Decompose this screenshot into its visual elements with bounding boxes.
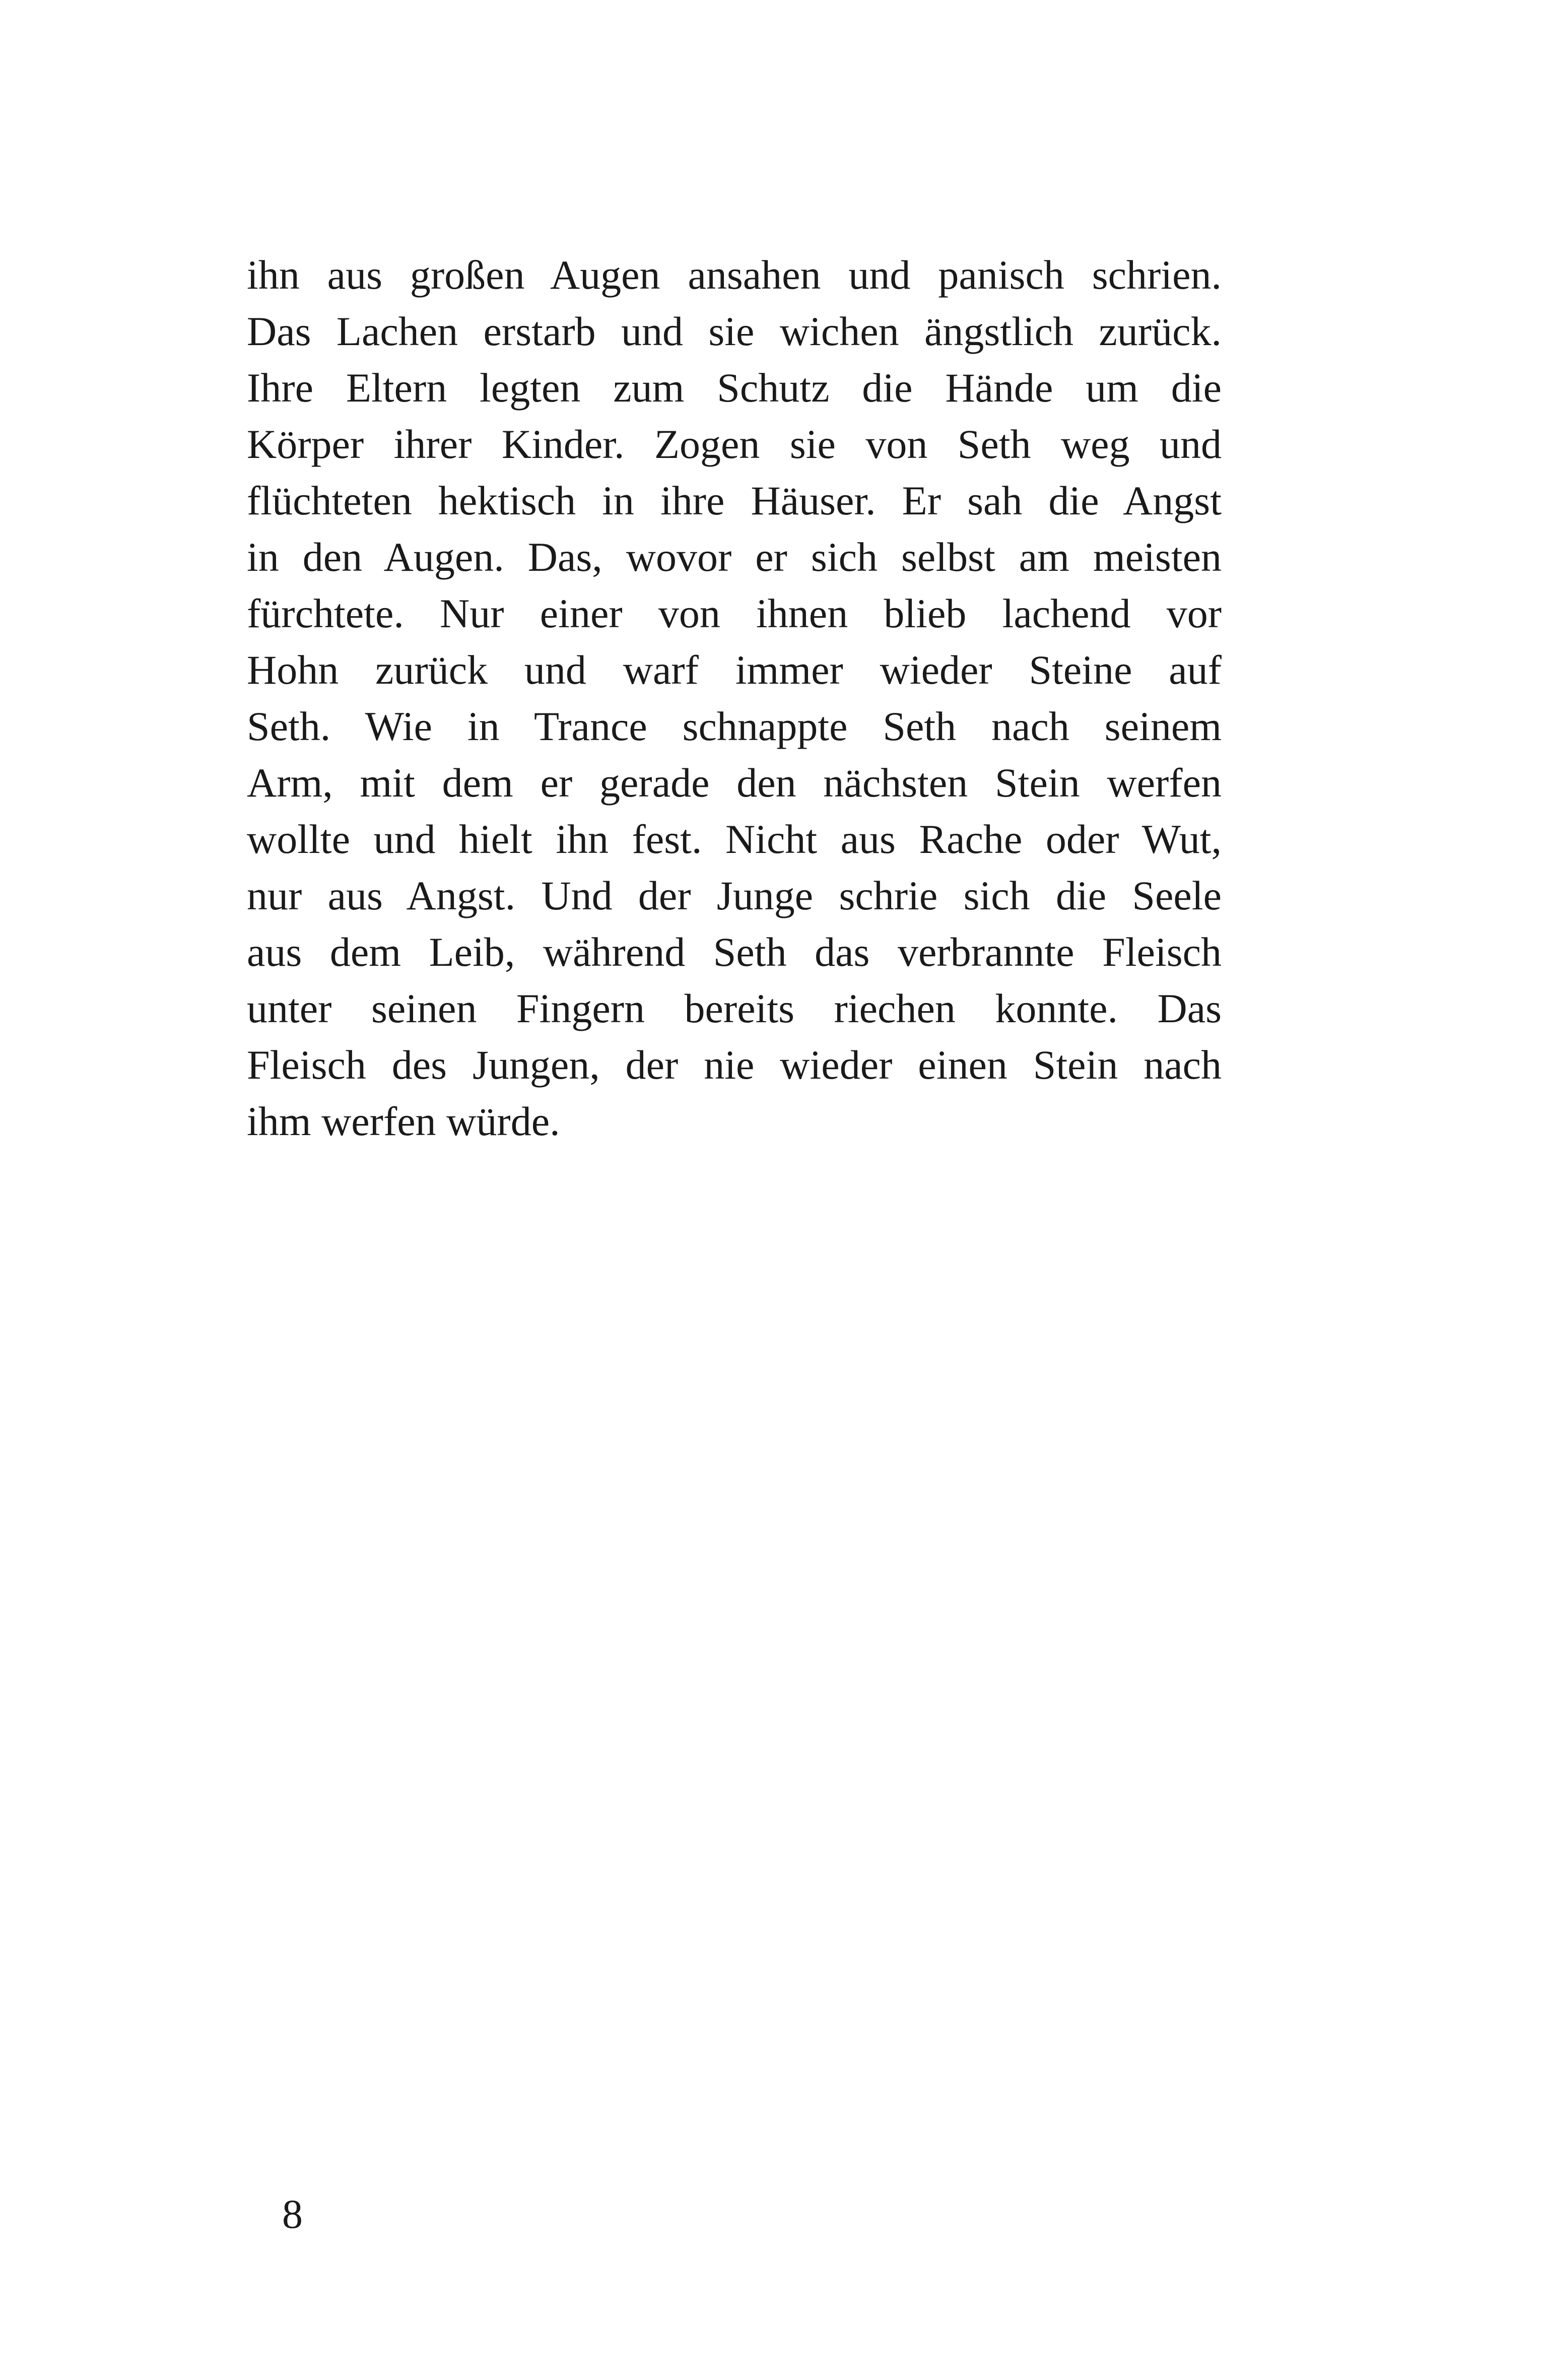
text-line: Hohn zurück und warf immer wieder Steine auf [247,647,1222,693]
body-text [247,247,1222,1150]
text-line: Das Lachen erstarb und sie wichen ängstlich zurück. [247,308,1222,354]
page-number: 8 [282,2191,303,2237]
text-line: Seth. Wie in Trance schnappte Seth nach seinem [247,703,1222,749]
text-line: Fleisch des Jungen, der nie wieder einen Stein nach [247,1042,1222,1088]
text-line: Ihre Eltern legten zum Schutz die Hände um die [247,365,1222,411]
text-line: in den Augen. Das, wovor er sich selbst am meisten [247,534,1222,580]
text-line: Arm, mit dem er gerade den nächsten Stein werfen [247,760,1222,806]
text-line: aus dem Leib, während Seth das verbrannte Fleisch [247,929,1222,975]
text-line: fürchtete. Nur einer von ihnen blieb lachend vor [247,590,1222,636]
text-line: nur aus Angst. Und der Junge schrie sich die Seele [247,873,1222,918]
text-line: wollte und hielt ihn fest. Nicht aus Rache oder Wut, [247,816,1222,862]
text-line: unter seinen Fingern bereits riechen konnte. Das [247,985,1222,1031]
text-line: Körper ihrer Kinder. Zogen sie von Seth weg und [247,421,1222,467]
text-line: flüchteten hektisch in ihre Häuser. Er sah die Angst [247,478,1222,523]
text-line: ihm werfen würde. [247,1098,560,1144]
text-line: ihn aus großen Augen ansahen und panisch schrien. [247,252,1222,298]
